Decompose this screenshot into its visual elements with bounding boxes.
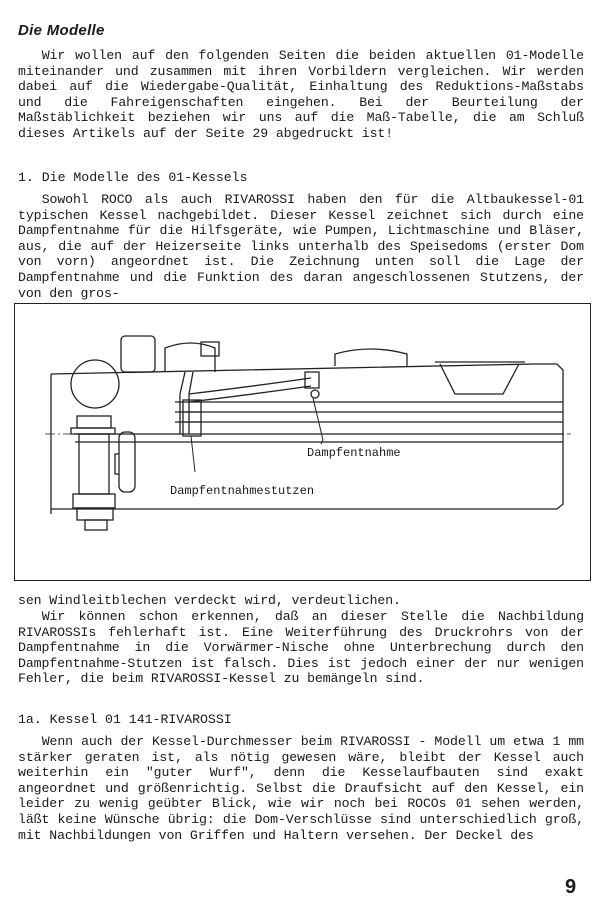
boiler-drawing <box>15 304 592 582</box>
boiler-diagram <box>14 303 591 581</box>
section-1-paragraph-3: Wir können schon erkennen, daß an dieser Stelle die Nachbildung RIVAROSSIs fehlerhaft ist. Eine Weiterführung des Druckrohrs von der Dampfentnahme in die Vorwärmer-Nische ohne Unterbrechung durch den Dampfentnahme-Stutzen ist falsch. Dies ist jedoch einer der nur wenigen Fehler, die beim RIVAROSSI-Kessel zu bemängeln sind. <box>18 609 584 687</box>
intro-paragraph: Wir wollen auf den folgenden Seiten die beiden aktuellen 01-Modelle miteinander und zusammen mit ihren Vorbildern vergleichen. Wir werden dabei auf die Wiedergabe-Qualität, Einhaltung des Reduktions-Maßstabs und die Fahreigenschaften eingehen. Bei der Beurteilung der Maßstäblichkeit beziehen wir uns auf die Maß-Tabelle, die am Schluß dieses Artikels auf der Seite 29 abgedruckt ist! <box>18 48 584 141</box>
section-1-title: 1. Die Modelle des 01-Kessels <box>18 170 248 185</box>
label-dampfentnahmestutzen: Dampfentnahmestutzen <box>170 484 315 498</box>
section-1a-title: 1a. Kessel 01 141-RIVAROSSI <box>18 712 232 727</box>
section-1-paragraph-2: sen Windleitblechen verdeckt wird, verdeutlichen. <box>18 593 401 608</box>
page-number: 9 <box>565 876 577 898</box>
section-heading: Die Modelle <box>18 22 105 39</box>
section-1-paragraph-1: Sowohl ROCO als auch RIVAROSSI haben den für die Altbaukessel-01 typischen Kessel nachgebildet. Dieser Kessel zeichnet sich durch eine Dampfentnahme für die Hilfsgeräte, wie Pumpen, Lichtmaschine und Bläser, aus, die auf der Heizerseite links unterhalb des Speisedoms (erster Dom von vorn) angeordnet ist. Die Zeichnung unten soll die Lage der Dampfentnahme und die Funktion des daran angeschlossenen Stutzens, der von den gros- <box>18 192 584 301</box>
section-1a-paragraph-1: Wenn auch der Kessel-Durchmesser beim RIVAROSSI - Modell um etwa 1 mm stärker geraten ist, als nötig gewesen wäre, bleibt der Kessel auch weiterhin ein "guter Wurf", denn die Kesselaufbauten sind exakt angeordnet und größenrichtig. Selbst die Draufsicht auf den Kessel, ein leider zu wenig geübter Blick, wie wir noch bei ROCOs 01 sehen werden, läßt keine Wünsche übrig: die Dom-Verschlüsse sind unterschiedlich groß, mit Nachbildungen von Griffen und Haltern versehen. Der Deckel des <box>18 734 584 843</box>
label-dampfentnahme: Dampfentnahme <box>307 446 401 460</box>
